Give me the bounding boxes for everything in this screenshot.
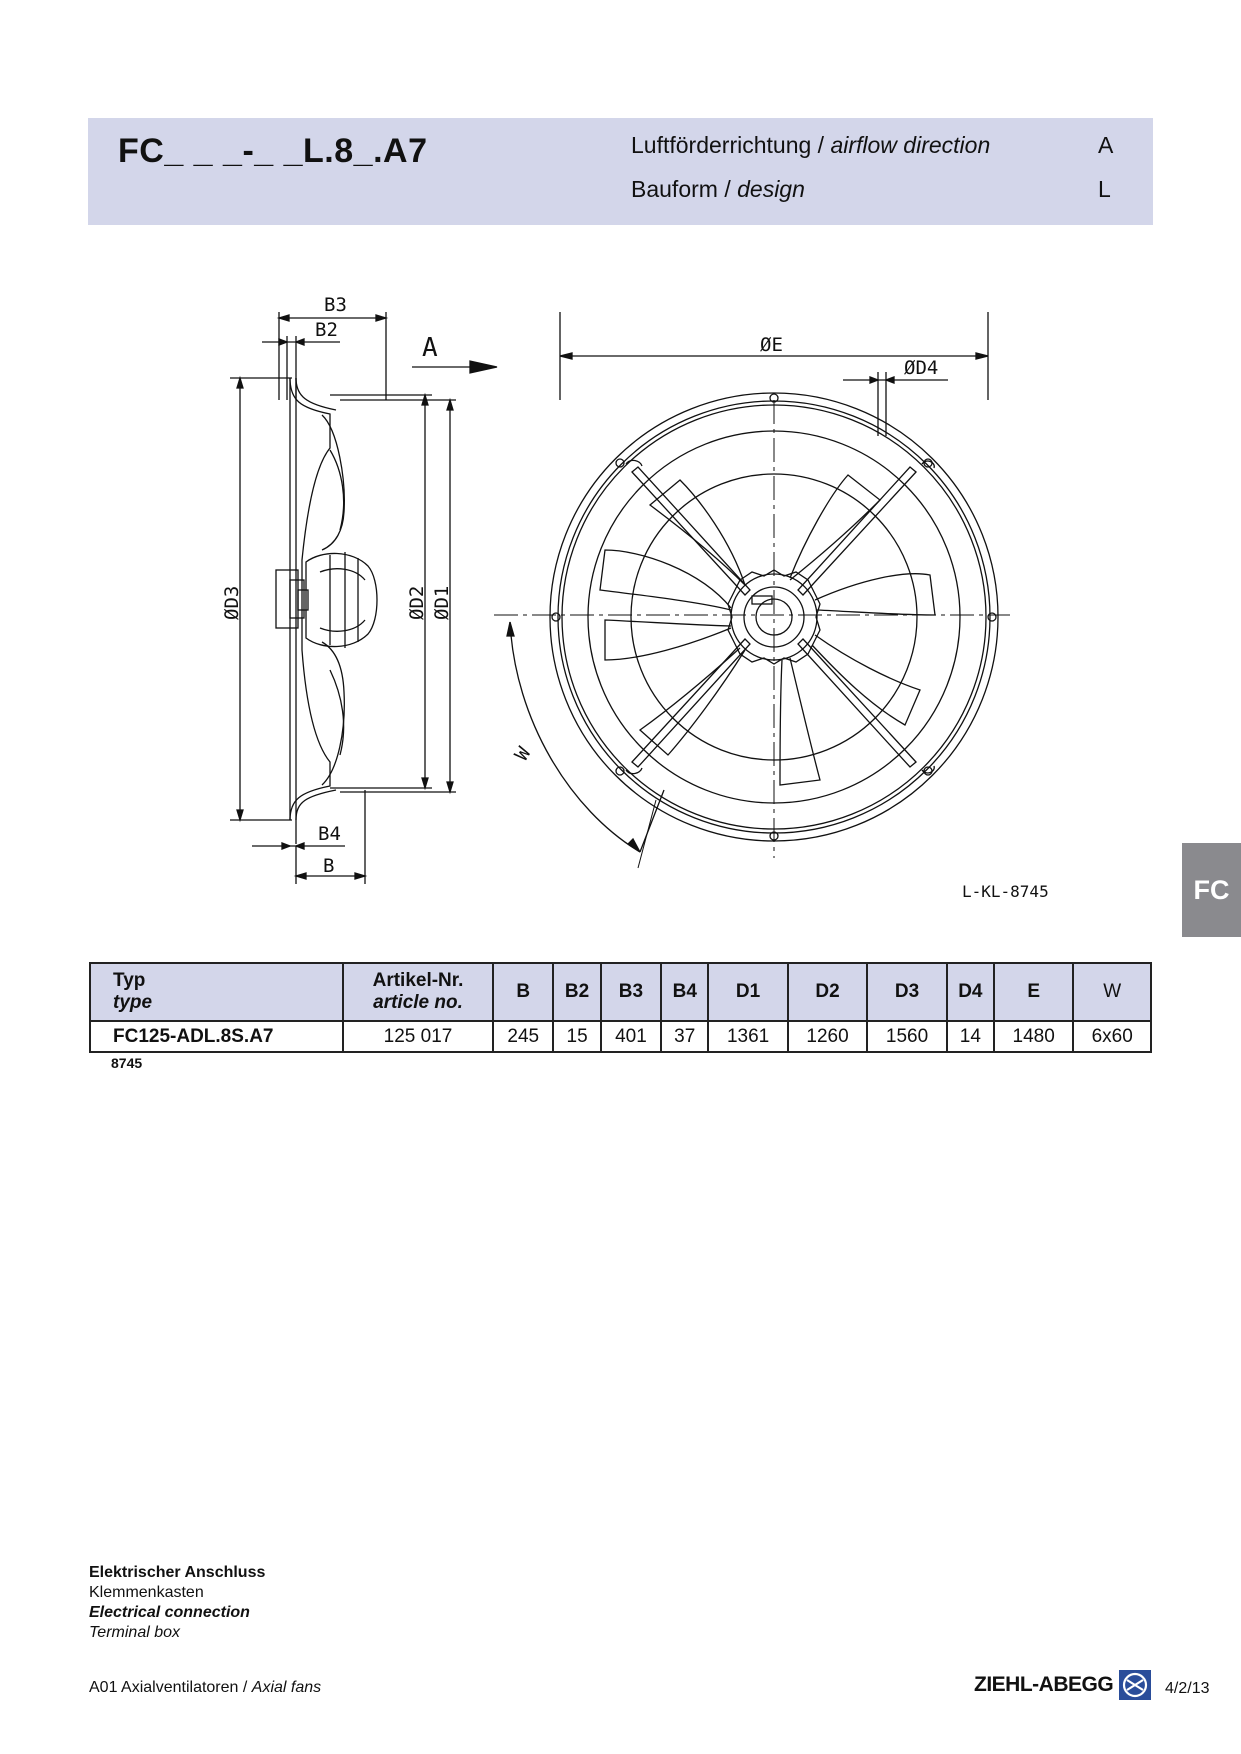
cell-d1: 1361 [708, 1021, 787, 1052]
table-row [90, 1021, 1151, 1052]
brand-mark-icon [1119, 1670, 1151, 1700]
header-w: W [1073, 963, 1151, 1021]
table-header-row [90, 963, 1151, 1021]
header-b: B [493, 963, 553, 1021]
cell-e: 1480 [994, 1021, 1073, 1052]
cell-w: 6x60 [1073, 1021, 1151, 1052]
airflow-label: Luftförderrichtung / airflow direction [631, 132, 991, 158]
header-d2: D2 [788, 963, 867, 1021]
header-b4: B4 [661, 963, 708, 1021]
airflow-value: A [1098, 132, 1114, 158]
label-e: ØE [760, 334, 783, 356]
header-d1: D1 [708, 963, 787, 1021]
cell-b4: 37 [661, 1021, 708, 1052]
electrical-title-en: Electrical connection [89, 1604, 250, 1621]
header-typ: Typ type [90, 963, 343, 1021]
label-b: B [323, 855, 335, 877]
cell-b2: 15 [553, 1021, 600, 1052]
header-b3: B3 [601, 963, 661, 1021]
label-d4: ØD4 [904, 357, 939, 379]
cell-d3: 1560 [867, 1021, 946, 1052]
side-view [221, 294, 497, 884]
header-article: Artikel-Nr. article no. [343, 963, 493, 1021]
page-date: 4/2/13 [1165, 1680, 1210, 1697]
electrical-sub-en: Terminal box [89, 1624, 181, 1641]
cell-b3: 401 [601, 1021, 661, 1052]
label-b2: B2 [315, 319, 338, 341]
cell-article: 125 017 [343, 1021, 493, 1052]
section-tab: FC [1182, 843, 1241, 937]
label-d2: ØD2 [406, 585, 428, 620]
header-e: E [994, 963, 1073, 1021]
cell-d4: 14 [947, 1021, 994, 1052]
drawing-id: L-KL-8745 [962, 882, 1049, 901]
design-label: Bauform / design [631, 176, 805, 202]
header-d4: D4 [947, 963, 994, 1021]
model-code: FC_ _ _-_ _L.8_.A7 [118, 132, 428, 170]
technical-drawing [0, 250, 1241, 910]
brand-logo: ZIEHL-ABEGG [974, 1673, 1114, 1696]
cell-type: FC125-ADL.8S.A7 [90, 1021, 343, 1052]
dimensions-table [89, 962, 1152, 1053]
cell-b: 245 [493, 1021, 553, 1052]
label-d3: ØD3 [221, 585, 243, 620]
label-a: A [422, 333, 438, 363]
electrical-title-de: Elektrischer Anschluss [89, 1564, 266, 1581]
design-value: L [1098, 176, 1111, 202]
header-band [88, 118, 1153, 225]
cell-d2: 1260 [788, 1021, 867, 1052]
header-d3: D3 [867, 963, 946, 1021]
table-note: 8745 [111, 1055, 143, 1071]
label-b4: B4 [318, 823, 341, 845]
label-d1: ØD1 [431, 585, 453, 620]
front-view [494, 312, 1010, 868]
label-b3: B3 [324, 294, 347, 316]
header-b2: B2 [553, 963, 600, 1021]
electrical-sub-de: Klemmenkasten [89, 1584, 204, 1601]
label-w: W [510, 743, 536, 765]
footer-section: A01 Axialventilatoren / Axial fans [89, 1679, 322, 1696]
electrical-connection [89, 1563, 265, 1643]
